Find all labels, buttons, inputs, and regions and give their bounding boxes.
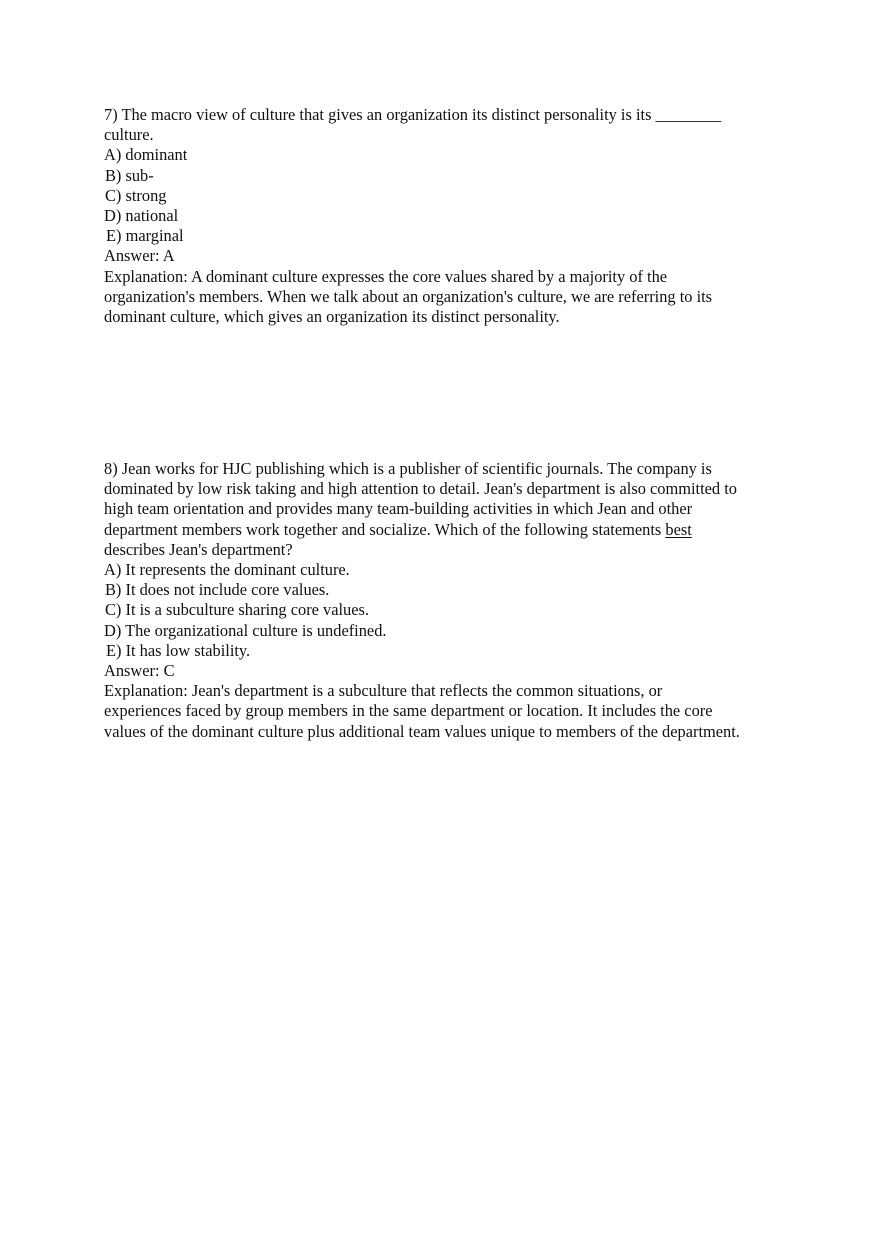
question-7-option-d: D) national <box>104 206 179 226</box>
question-7-option-b: B) sub- <box>105 165 154 185</box>
question-8-stem-line-4-text: department members work together and socialize. Which of the following statements <box>104 519 666 539</box>
question-8-option-d: D) The organizational culture is undefined. <box>104 620 387 640</box>
question-7-explanation-line-1: Explanation: A dominant culture expresses the core values shared by a majority of the <box>104 266 668 286</box>
question-8-stem-line-3: high team orientation and provides many team-building activities in which Jean and other <box>104 499 693 519</box>
question-8-option-b: B) It does not include core values. <box>105 580 330 600</box>
question-8-option-c: C) It is a subculture sharing core values. <box>105 600 369 620</box>
question-8-explanation-line-2: experiences faced by group members in the same department or location. It includes the core <box>104 701 713 721</box>
question-8-stem-line-1: 8) Jean works for HJC publishing which is a publisher of scientific journals. The company is <box>104 459 712 478</box>
question-7-option-a: A) dominant <box>104 145 188 165</box>
question-7-option-c: C) strong <box>105 185 167 205</box>
question-7-explanation-line-3: dominant culture, which gives an organization its distinct personality. <box>104 307 560 327</box>
question-7-answer: Answer: A <box>104 246 175 266</box>
question-7-option-e: E) marginal <box>106 226 184 246</box>
question-8-stem-line-5: describes Jean's department? <box>104 539 293 559</box>
question-7-stem-line-2: culture. <box>104 125 154 145</box>
question-8-answer: Answer: C <box>104 661 175 681</box>
question-8-emphasis-best: best <box>665 519 692 539</box>
question-8-option-a: A) It represents the dominant culture. <box>104 560 350 580</box>
question-8-explanation-line-3: values of the dominant culture plus additional team values unique to members of the department. <box>104 721 740 741</box>
question-8 <box>104 459 784 742</box>
question-8-option-e: E) It has low stability. <box>106 640 251 660</box>
question-8-stem-line-2: dominated by low risk taking and high attention to detail. Jean's department is also committed to <box>104 479 737 499</box>
question-7-explanation-line-2: organization's members. When we talk about an organization's culture, we are referring to its <box>104 286 713 306</box>
question-7 <box>104 105 784 327</box>
question-7-stem-line-1: 7) The macro view of culture that gives an organization its distinct personality is its ________ <box>104 105 722 124</box>
question-8-stem-line-4 <box>104 520 784 540</box>
question-8-explanation-line-1: Explanation: Jean's department is a subculture that reflects the common situations, or <box>104 681 663 701</box>
